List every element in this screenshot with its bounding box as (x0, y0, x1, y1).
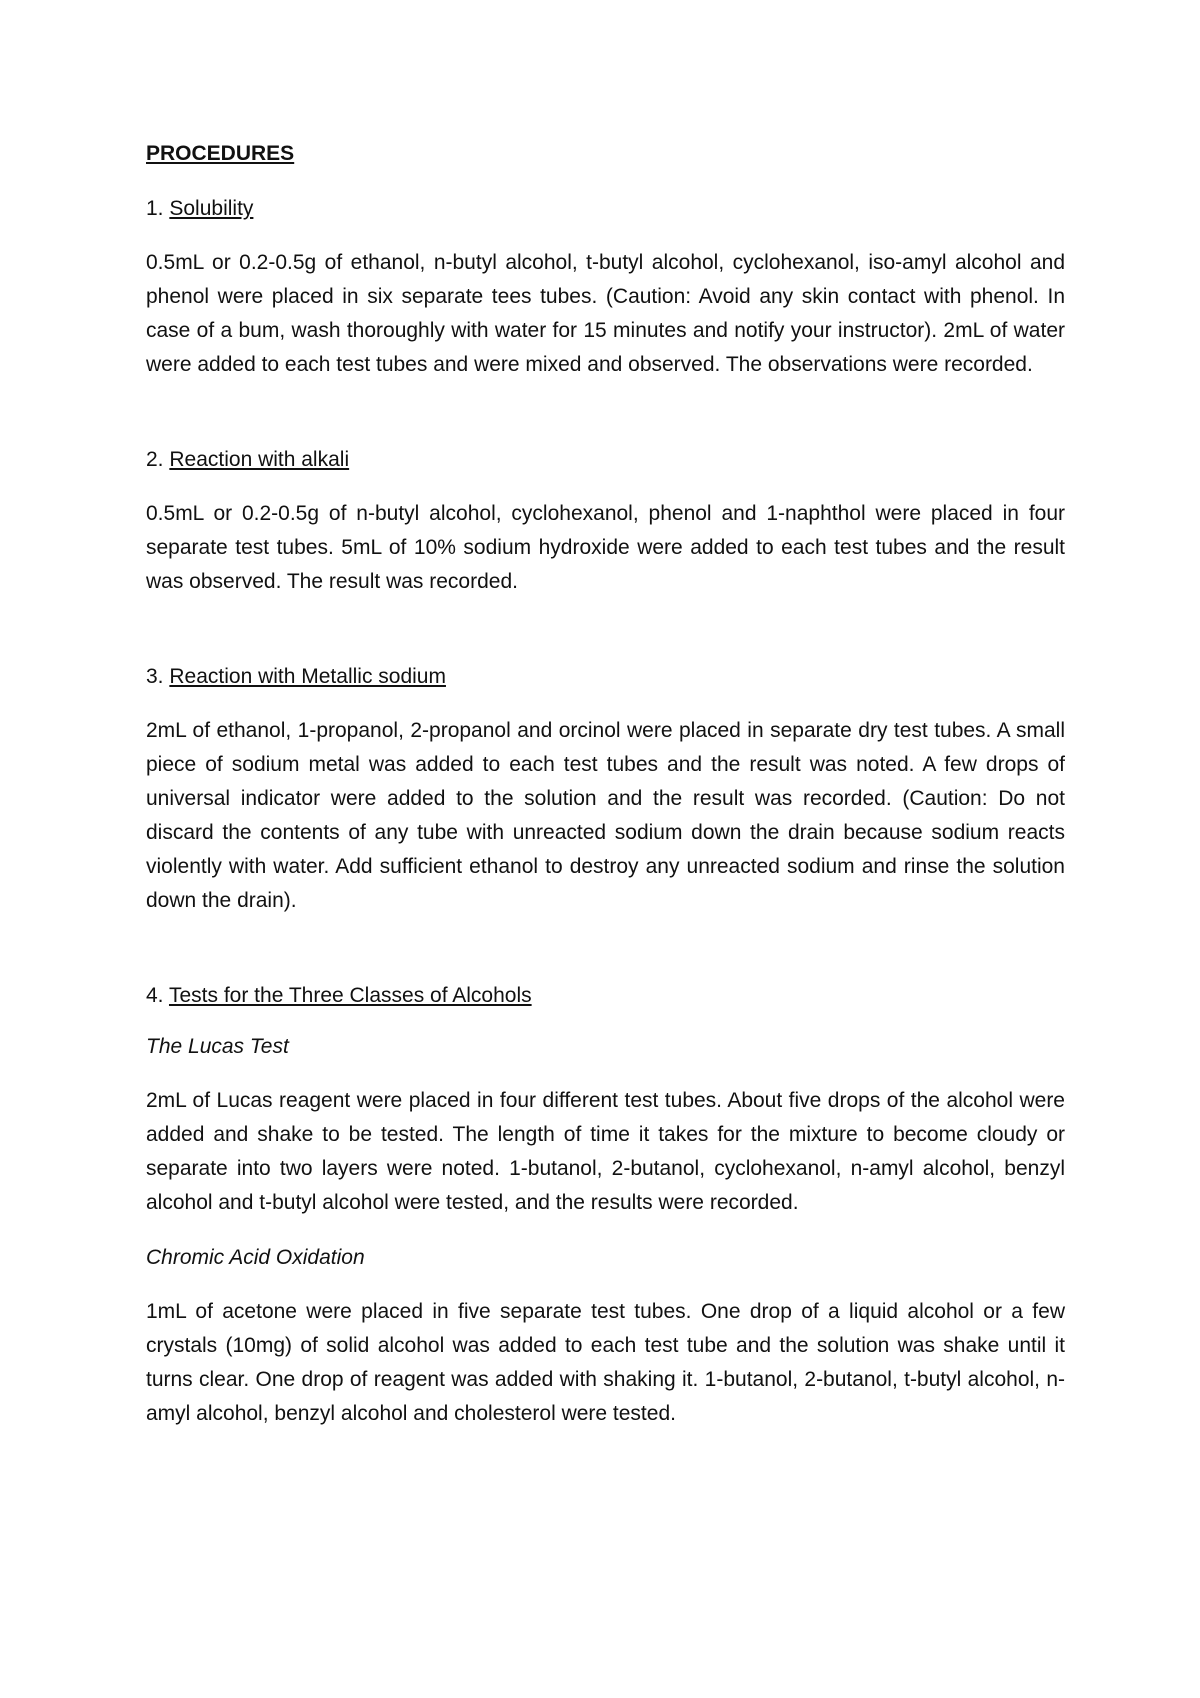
section-2-number: 2. (146, 448, 164, 471)
section-3-title (146, 663, 1065, 691)
section-1-number: 1. (146, 197, 164, 220)
section-3-title-text: Reaction with Metallic sodium (169, 665, 446, 688)
section-4-number: 4. (146, 984, 164, 1007)
section-1-paragraph: 0.5mL or 0.2-0.5g of ethanol, n-butyl alcohol, t-butyl alcohol, cyclohexanol, iso-amyl alcohol and phenol were placed in six separate tees tubes. (Caution: Avoid any skin contact with phenol. In case of a bum, wash thoroughly with water for 15 minutes and notify your instructor). 2mL of water were added to each test tubes and were mixed and observed. The observations were recorded. (146, 251, 1065, 376)
section-4-title (146, 982, 1065, 1010)
lucas-test-paragraph: 2mL of Lucas reagent were placed in four different test tubes. About five drops of the alcohol were added and shake to be tested. The length of time it takes for the mixture to become cloudy or separate into two layers were noted. 1-butanol, 2-butanol, cyclohexanol, n-amyl alcohol, benzyl alcohol and t-butyl alcohol were tested, and the results were recorded. (146, 1089, 1065, 1214)
section-3-paragraph: 2mL of ethanol, 1-propanol, 2-propanol and orcinol were placed in separate dry test tubes. A small piece of sodium metal was added to each test tubes and the result was noted. A few drops of universal indicator were added to the solution and the result was recorded. (Caution: Do not discard the contents of any tube with unreacted sodium down the drain because sodium reacts violently with water. Add sufficient ethanol to destroy any unreacted sodium and rinse the solution down the drain). (146, 719, 1065, 912)
section-4-title-text: Tests for the Three Classes of Alcohols (168, 984, 532, 1007)
lucas-test-title: The Lucas Test (146, 1035, 289, 1058)
section-1-title (146, 195, 1065, 223)
chromic-acid-title: Chromic Acid Oxidation (146, 1246, 365, 1269)
section-2-title-text: Reaction with alkali (169, 448, 350, 471)
section-2-paragraph: 0.5mL or 0.2-0.5g of n-butyl alcohol, cyclohexanol, phenol and 1-naphthol were placed in four separate test tubes. 5mL of 10% sodium hydroxide were added to each test tubes and the result was observed. The result was recorded. (146, 502, 1065, 593)
section-3-number: 3. (146, 665, 164, 688)
page-heading: PROCEDURES (146, 142, 295, 165)
section-2-title (146, 446, 1065, 474)
chromic-acid-paragraph: 1mL of acetone were placed in five separate test tubes. One drop of a liquid alcohol or a few crystals (10mg) of solid alcohol was added to each test tube and the solution was shake until it turns clear. One drop of reagent was added with shaking it. 1-butanol, 2-butanol, t-butyl alcohol, n-amyl alcohol, benzyl alcohol and cholesterol were tested. (146, 1300, 1065, 1425)
section-1-title-text: Solubility (169, 197, 254, 220)
